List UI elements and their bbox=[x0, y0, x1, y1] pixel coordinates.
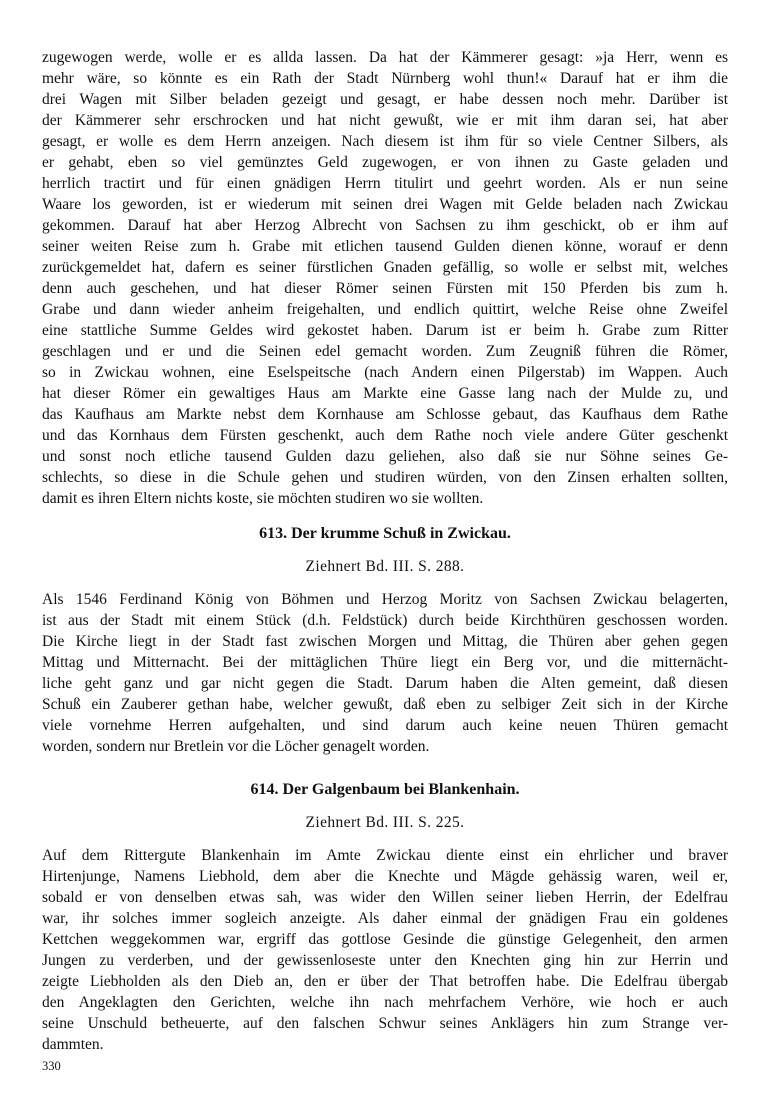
text-line: sobald er von denselben etwas sah, was wider den Willen seiner lieben Herrin, der Edelfrau bbox=[42, 889, 728, 906]
text-block bbox=[42, 47, 728, 1074]
text-line: das Kaufhaus am Markte nebst dem Kornhause am Schlosse gebaut, das Kaufhaus dem Rathe bbox=[42, 406, 728, 423]
text-line: und sonst noch etliche tausend Gulden dazu geliehen, also daß sie nur Söhne seines Ge- bbox=[42, 448, 728, 465]
text-line: worden, sondern nur Bretlein vor die Löcher genagelt worden. bbox=[42, 738, 430, 755]
text-line: viele vornehme Herren aufgehalten, und sind darum auch keine neuen Thüren gemacht bbox=[42, 717, 728, 734]
text-line: Jungen zu verderben, und der gewissenloseste unter den Knechten ging hin zur Herrin und bbox=[42, 952, 728, 969]
text-line: er gehabt, eben so viel gemünztes Geld zugewogen, er von ihnen zu Gaste geladen und bbox=[42, 154, 728, 171]
text-line: Die Kirche liegt in der Stadt fast zwischen Morgen und Mittag, die Thüren aber gehen gegen bbox=[42, 633, 728, 650]
text-line: Mittag und Mitternacht. Bei der mittäglichen Thüre liegt ein Berg vor, und die mitternächt- bbox=[42, 654, 728, 671]
section-heading-613: 613. Der krumme Schuß in Zwickau. bbox=[259, 525, 511, 542]
text-line: und das Kornhaus dem Fürsten geschenkt, auch dem Rathe noch viele andere Güter geschenkt bbox=[42, 427, 728, 444]
text-line: mehr wäre, so könnte es ein Rath der Stadt Nürnberg wohl thun!« Darauf hat er ihm die bbox=[42, 70, 728, 87]
text-line: Kettchen weggekommen war, ergriff das gottlose Gesinde die günstige Gelegenheit, den armen bbox=[42, 931, 728, 948]
text-line: seiner weiten Reise zum h. Grabe mit etlichen tausend Gulden dienen könne, worauf er denn bbox=[42, 238, 728, 255]
page-number: 330 bbox=[42, 1059, 61, 1073]
text-line: herrlich tractirt und für einen gnädigen Herrn titulirt und geehrt worden. Als er nun seine bbox=[42, 175, 728, 192]
section-heading-614: 614. Der Galgenbaum bei Blankenhain. bbox=[250, 781, 520, 798]
text-line: ist aus der Stadt mit einem Stück (d.h. Feldstück) durch beide Kirchthüren geschossen worden. bbox=[42, 612, 728, 629]
text-line: Hirtenjunge, Namens Liebhold, dem aber die Knechte und Mägde gehässig waren, weil er, bbox=[42, 868, 728, 885]
text-line: drei Wagen mit Silber beladen gezeigt und gesagt, er habe dessen noch mehr. Darüber ist bbox=[42, 91, 728, 108]
text-line: liche geht ganz und gar nicht gegen die Stadt. Darum haben die Alten gemeint, daß diesen bbox=[42, 675, 728, 692]
text-line: eine stattliche Summe Geldes wird gekostet haben. Darum ist er beim h. Grabe zum Ritter bbox=[42, 322, 728, 339]
paragraph-story-613 bbox=[42, 589, 728, 757]
text-line: war, ihr solches immer sogleich anzeigte. Als daher einmal der gnädigen Frau ein goldenes bbox=[42, 910, 728, 927]
source-citation-614: Ziehnert Bd. III. S. 225. bbox=[305, 814, 465, 831]
text-line: gesagt, er wolle es dem Herrn anzeigen. Nach diesem ist ihm für so viele Centner Silbers, als bbox=[42, 133, 728, 150]
text-line: seine Unschuld betheuerte, auf den falschen Schwur seines Anklägers hin zum Strange ver- bbox=[42, 1015, 728, 1032]
text-line: denn auch geschehen, und hat dieser Römer seinen Fürsten mit 150 Pferden bis zum h. bbox=[42, 280, 728, 297]
text-line: Schuß ein Zauberer gethan habe, welcher gewußt, daß eben zu selbiger Zeit sich in der Kirche bbox=[42, 696, 728, 713]
text-line: zeigte Liebholden als den Dieb an, den er über der That betroffen habe. Die Edelfrau übergab bbox=[42, 973, 728, 990]
paragraph-story-614 bbox=[42, 845, 728, 1055]
text-line: den Angeklagten den Gerichten, welche ihn nach mehrfachem Verhöre, wie hoch er auch bbox=[42, 994, 728, 1011]
text-line: zugewogen werde, wolle er es allda lassen. Da hat der Kämmerer gesagt: »ja Herr, wenn es bbox=[42, 49, 728, 66]
text-line: zurückgemeldet hat, dafern es seiner fürstlichen Gnaden gefällig, so wolle er selbst mit, welches bbox=[42, 259, 728, 276]
text-line: Waare los geworden, ist er wiederum mit seinen drei Wagen mit Gelde beladen nach Zwickau bbox=[42, 196, 728, 213]
text-line: Als 1546 Ferdinand König von Böhmen und Herzog Moritz von Sachsen Zwickau belagerten, bbox=[42, 591, 728, 608]
text-line: geschlagen und er und die Seinen edel gemacht worden. Zum Zeugniß führen die Römer, bbox=[42, 343, 728, 360]
text-line: der Kämmerer sehr erschrocken und hat nicht gewußt, wie er mit ihm daran sei, hat aber bbox=[42, 112, 728, 129]
source-citation-613: Ziehnert Bd. III. S. 288. bbox=[305, 558, 465, 575]
text-line: hat dieser Römer ein gewaltiges Haus am Markte eine Gasse lang nach der Mulde zu, und bbox=[42, 385, 728, 402]
text-line: gekommen. Darauf hat aber Herzog Albrecht von Sachsen zu ihm geschickt, ob er ihm auf bbox=[42, 217, 728, 234]
paragraph-continuation bbox=[42, 47, 728, 509]
text-line: Auf dem Rittergute Blankenhain im Amte Zwickau diente einst ein ehrlicher und braver bbox=[42, 847, 728, 864]
text-line: dammten. bbox=[42, 1036, 104, 1053]
text-line: so in Zwickau wohnen, eine Eselspeitsche (nach Andern einen Pilgerstab) im Wappen. Auch bbox=[42, 364, 728, 381]
text-line: schlechts, so diese in die Schule gehen und studiren würden, von den Zinsen erhalten sollten, bbox=[42, 469, 728, 486]
text-line: damit es ihren Eltern nichts koste, sie möchten studiren wo sie wollten. bbox=[42, 490, 484, 507]
text-line: Grabe und dann wieder anheim freigehalten, und endlich quittirt, welche Reise ohne Zweifel bbox=[42, 301, 728, 318]
